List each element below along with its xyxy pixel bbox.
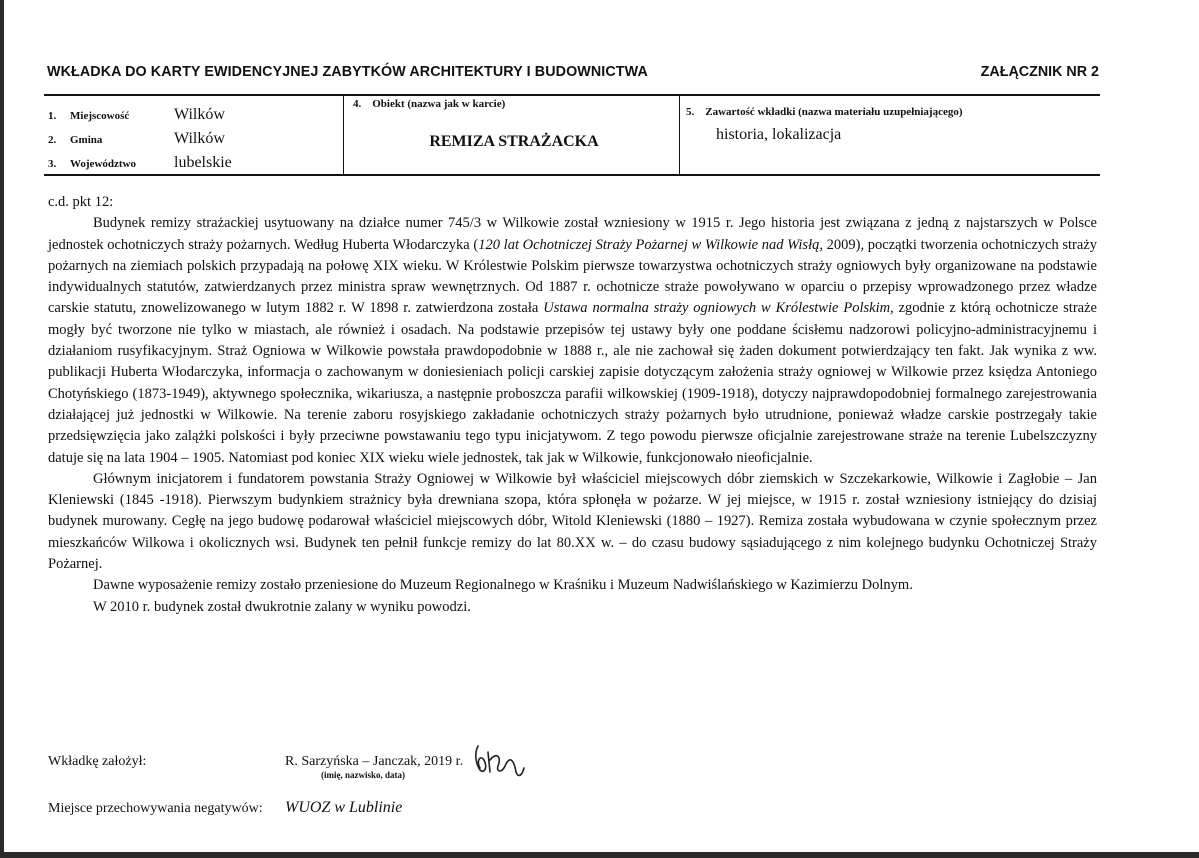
field-number: 2.: [48, 134, 57, 146]
book-title: 120 lat Ochotniczej Straży Pożarnej w Wilkowie nad Wisłą,: [478, 236, 823, 253]
text-run: Budynek remizy strażackiej usytuowany na działce numer 745/3 w Wilkowie został wzniesiony w 1915 r. Jego historia jest związana z jedną z najstarszych w Polsce jednostek ochotniczych straży pożarnych. Według Huberta Włodarczyka (: [48, 215, 1097, 253]
author-hint: (imię, nazwisko, data): [321, 770, 405, 780]
document-title: WKŁADKA DO KARTY EWIDENCYJNEJ ZABYTKÓW ARCHITEKTURY I BUDOWNICTWA: [47, 64, 648, 80]
field-value: Wilków: [174, 130, 225, 147]
field-number: 3.: [48, 158, 57, 170]
field-number: 1.: [48, 110, 57, 122]
field-commune: [44, 130, 225, 148]
field-value: Wilków: [174, 106, 225, 123]
annex-number: ZAŁĄCZNIK NR 2: [980, 64, 1099, 80]
field-value: lubelskie: [174, 154, 232, 171]
paragraph-history: [48, 213, 1097, 469]
field-label: Gmina: [70, 134, 103, 146]
text-run: 2009), początki tworzenia ochotniczych straży pożarnych na ziemiach polskich przypadają na połowę XIX wieku. W Królestwie Polskim pierwsze towarzystwa ochotniczych straży ogniowych były organizowane na podstawie indywidualnych statutów, zatwierdzanych przez ministra spraw wewnętrznych. Od 1887 r. ochotnicze straże powoływano w oparciu o przepisy wprowadzonego przez władze carskie statutu, znowelizowanego w lutym 1882 r. W 1898 r. zatwierdzona została: [48, 236, 1097, 317]
handwritten-signature: [470, 738, 530, 786]
content-value: historia, lokalizacja: [716, 126, 842, 143]
paragraph-founder: Głównym inicjatorem i fundatorem powstania Straży Ogniowej w Wilkowie był właściciel miejscowych dóbr ziemskich w Szczekarkowie, Wilkowie i Zagłobie – Jan Kleniewski (1845 -1918). Pierwszym budynkiem strażnicy była drewniana szopa, która spłonęła w pożarze. W jej miejsce, w 1915 r. został wzniesiony istniejący do dzisiaj budynek murowany. Cegłę na jego budowę podarował właściciel miejscowych dóbr, Witold Kleniewski (1880 – 1927). Remiza została wybudowana w czynie społecznym przez mieszkańców Wilkowa i okolicznych wsi. Budynek ten pełnił funkcje remizy do lat 80.XX w. – do czasu budowy sąsiadującego z nim kolejnego budynku Ochotniczej Straży Pożarnej.: [48, 470, 1097, 573]
statute-title: Ustawa normalna straży ogniowych w Królestwie Polskim,: [543, 300, 894, 317]
text-run: zgodnie z którą ochotnicze straże mogły być tworzone nie tylko w miastach, ale również i osadach. Na podstawie przepisów tej ustawy były one poddane ścisłemu nadzorowi policyjno-administracyjnemu i działaniom rusyfikacyjnym. Straż Ogniowa w Wilkowie powstała prawdopodobnie w 1888 r., ale nie zachował się żaden dokument potwierdzający ten fakt. Jak wynika z ww. publikacji Huberta Włodarczyka, informacja o zachowanym w doniesieniach policji carskiej zapisie dotyczącym założenia straży ogniowej w Wilkowie przez księdza Antoniego Chotyńskiego (1873-1949), aktywnego społecznika, wikariusza, a następnie proboszcza parafii wilkowskiej (1909-1918), dotyczy najprawdopodobniej formalnego zarejestrowania działającej już jednostki w Wilkowie. Na terenie zaboru rosyjskiego zakładanie ochotniczych straży pożarnych było utrudnione, ponieważ władze carskie postrzegały takie przedsięwzięcia jako zalążki polskości i były przeciwne powstawaniu tego typu inicjatywom. Z tego powodu pierwsze oficjalnie zarejestrowane straże na terenie Lubelszczyzny datuje się na lata 1904 – 1905. Natomiast pod koniec XIX wieku wiele jednostek, tak jak w Wilkowie, funkcjonowało nieoficjalnie.: [48, 300, 1097, 466]
scan-border-left: [0, 0, 4, 858]
field-label: Województwo: [70, 158, 136, 170]
paragraph-flood: W 2010 r. budynek został dwukrotnie zalany w wyniku powodzi.: [93, 598, 471, 615]
field-locality: [44, 106, 225, 124]
scan-border-bottom: [0, 852, 1199, 858]
intro-line: c.d. pkt 12:: [48, 194, 114, 210]
field-label: Miejscowość: [70, 110, 130, 122]
negatives-value: WUOZ w Lublinie: [285, 799, 403, 816]
paragraph-equipment: Dawne wyposażenie remizy zostało przeniesione do Muzeum Regionalnego w Kraśniku i Muzeum Nadwiślańskiego w Kazimierzu Dolnym.: [93, 577, 913, 594]
content-label: 5. Zawartość wkładki (nazwa materiału uzupełniającego): [686, 106, 963, 118]
header-table: [44, 94, 1100, 176]
body-text: [48, 192, 1097, 618]
field-voivodeship: [44, 154, 232, 172]
author-value: R. Sarzyńska – Janczak, 2019 r.: [285, 754, 464, 769]
object-name: REMIZA STRAŻACKA: [429, 133, 599, 150]
object-label: 4. Obiekt (nazwa jak w karcie): [353, 98, 506, 110]
negatives-label: Miejsce przechowywania negatywów:: [48, 801, 263, 816]
author-label: Wkładkę założył:: [48, 754, 147, 769]
